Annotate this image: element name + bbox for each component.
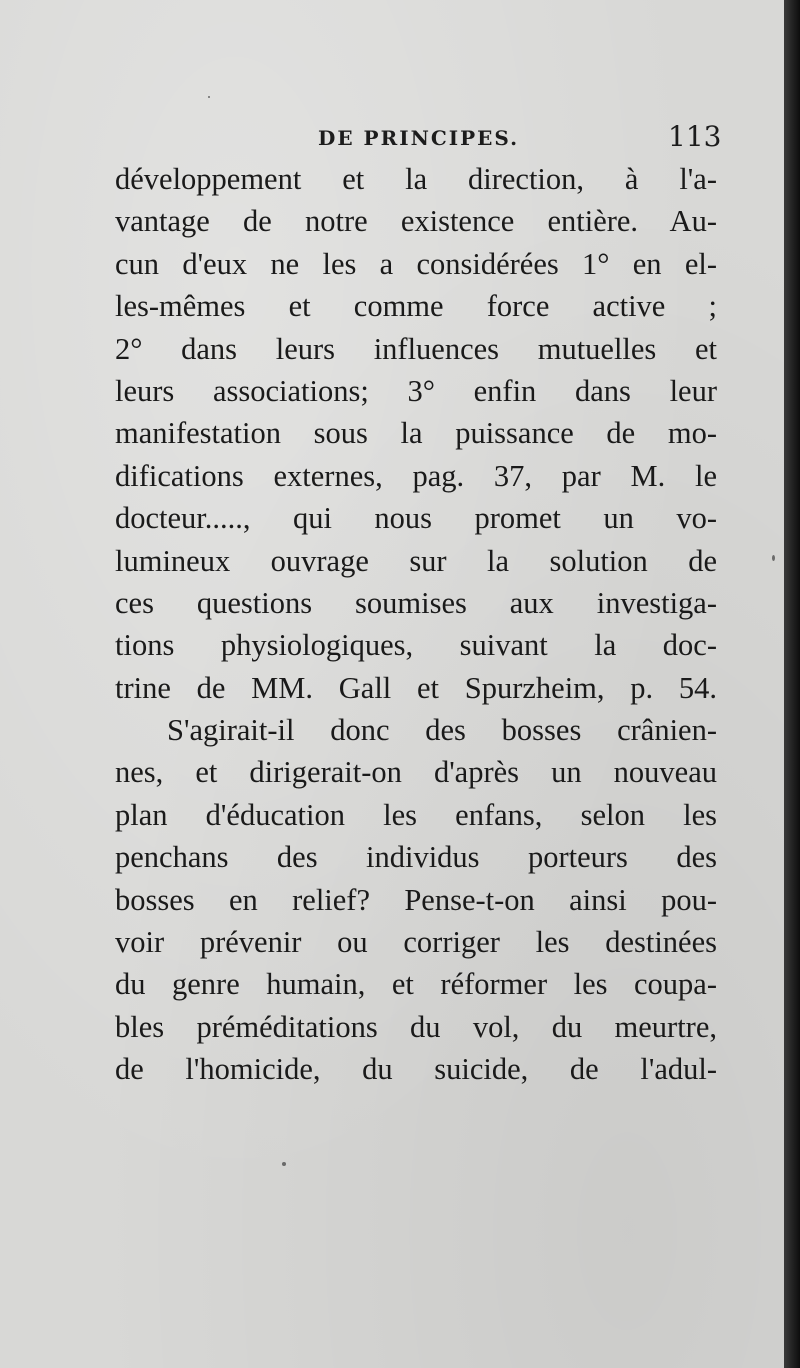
text-line: 2° dans leurs influences mutuelles et xyxy=(115,331,717,366)
text-line: manifestation sous la puissance de mo- xyxy=(115,416,717,451)
text-line: leurs associations; 3° enfin dans leur xyxy=(115,373,717,408)
text-line: tions physiologiques, suivant la doc- xyxy=(115,628,717,663)
text-line: voir prévenir ou corriger les destinées xyxy=(115,925,717,960)
paper-speck xyxy=(282,1162,286,1166)
paper-speck xyxy=(772,555,775,561)
page-header xyxy=(0,120,784,160)
body-text xyxy=(115,158,717,1091)
running-head: DE PRINCIPES. xyxy=(318,126,520,150)
text-line: ces questions soumises aux investiga- xyxy=(115,585,717,620)
text-line: lumineux ouvrage sur la solution de xyxy=(115,543,717,578)
text-line: plan d'éducation les enfans, selon les xyxy=(115,797,717,832)
paper-speck xyxy=(208,96,210,98)
text-line: nes, et dirigerait-on d'après un nouveau xyxy=(115,755,717,790)
text-line: du genre humain, et réformer les coupa- xyxy=(115,967,717,1002)
text-line: penchans des individus porteurs des xyxy=(115,840,717,875)
page-edge-shadow xyxy=(784,0,800,1368)
text-line: cun d'eux ne les a considérées 1° en el- xyxy=(115,246,717,281)
text-line: de l'homicide, du suicide, de l'adul- xyxy=(115,1052,717,1087)
text-line: difications externes, pag. 37, par M. le xyxy=(115,458,717,493)
text-line: les-mêmes et comme force active ; xyxy=(115,289,717,324)
page-number: 113 xyxy=(668,120,722,153)
text-line: bosses en relief? Pense-t-on ainsi pou- xyxy=(115,882,717,917)
text-line: bles préméditations du vol, du meurtre, xyxy=(115,1009,717,1044)
text-line: développement et la direction, à l'a- xyxy=(115,162,717,196)
text-line-paragraph-start: S'agirait-il donc des bosses crânien- xyxy=(167,713,717,748)
text-line: vantage de notre existence entière. Au- xyxy=(115,204,717,239)
text-line: trine de MM. Gall et Spurzheim, p. 54. xyxy=(115,670,717,705)
text-line: docteur....., qui nous promet un vo- xyxy=(115,501,717,536)
